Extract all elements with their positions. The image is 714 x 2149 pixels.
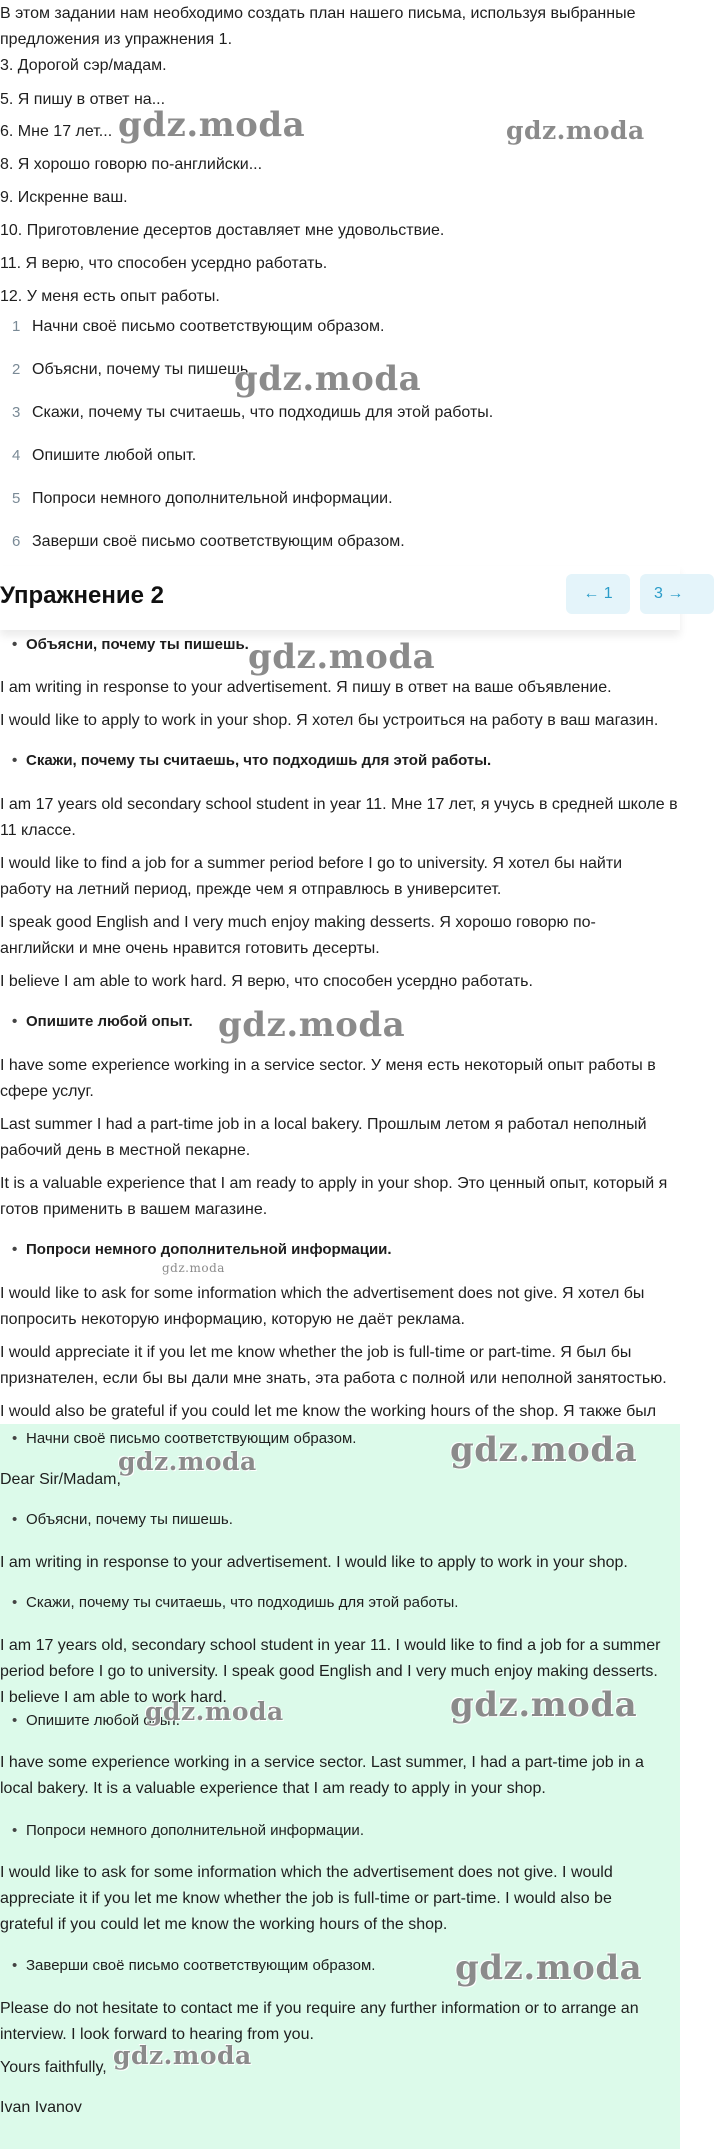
watermark: gdz.moda [506,116,645,145]
letter-greeting: Dear Sir/Madam, [0,1471,121,1488]
watermark: gdz.moda [455,1948,643,1988]
plan-number: 4 [12,447,21,464]
paragraph: попросить некоторую информацию, которую не даёт реклама. [0,1311,465,1328]
paragraph: I am writing in response to your advertisement. I would like to apply to work in your shop. [0,1554,628,1571]
paragraph: I believe I am able to work hard. [0,1689,227,1706]
section-heading: • Попроси немного дополнительной информации. [12,1820,364,1843]
paragraph: interview. I look forward to hearing from you. [0,2026,314,2043]
plan-text: Попроси немного дополнительной информации. [32,490,393,507]
paragraph: I am 17 years old secondary school student in year 11. Мне 17 лет, я учусь в средней школе в [0,796,678,813]
paragraph: I have some experience working in a service sector. У меня есть некоторый опыт работы в [0,1057,656,1074]
paragraph: работу на летний период, прежде чем я отправлюсь в университет. [0,881,502,898]
sentence-item: 9. Искренне ваш. [0,189,128,206]
plan-number: 3 [12,404,21,421]
plan-item [12,444,196,468]
plan-number: 2 [12,361,21,378]
section-heading: • Начни своё письмо соответствующим образом. [12,1428,356,1451]
intro-line-1: В этом задании нам необходимо создать план нашего письма, используя выбранные [0,5,636,22]
sentence-item: 6. Мне 17 лет... [0,123,113,140]
watermark: gdz.moda [145,1697,284,1726]
plan-text: Заверши своё письмо соответствующим образом. [32,533,405,550]
letter-closing: Yours faithfully, [0,2059,107,2076]
exercise-title: Упражнение 2 [0,582,164,609]
section-heading: • Попроси немного дополнительной информации. [12,1239,392,1262]
paragraph: I would like to apply to work in your shop. Я хотел бы устроиться на работу в ваш магазин. [0,712,659,729]
sentence-item: 12. У меня есть опыт работы. [0,288,220,305]
watermark: gdz.moda [248,637,436,677]
section-heading: • Скажи, почему ты считаешь, что подходишь для этой работы. [12,1592,458,1615]
sentence-item: 3. Дорогой сэр/мадам. [0,57,167,74]
paragraph: I speak good English and I very much enjoy making desserts. Я хорошо говорю по- [0,914,596,931]
plan-item [12,487,393,511]
section-heading: • Опишите любой опыт. [12,1710,180,1733]
plan-text: Скажи, почему ты считаешь, что подходишь для этой работы. [32,404,494,421]
paragraph: I would also be grateful if you could let me know the working hours of the shop. Я также был [0,1403,657,1420]
watermark: gdz.moda [118,1447,257,1476]
letter-signature: Ivan Ivanov [0,2099,82,2116]
paragraph: period before I go to university. I speak good English and I very much enjoy making desserts. [0,1663,658,1680]
prev-exercise-button[interactable]: ← 1 [566,574,630,614]
paragraph: I believe I am able to work hard. Я верю, что способен усердно работать. [0,973,533,990]
plan-number: 1 [12,318,21,335]
paragraph: I would like to ask for some information which the advertisement does not give. I would [0,1864,613,1881]
paragraph: It is a valuable experience that I am ready to apply in your shop. Это ценный опыт, который я [0,1175,668,1192]
paragraph: Last summer I had a part-time job in a local bakery. Прошлым летом я работал неполный [0,1116,647,1133]
paragraph: рабочий день в местной пекарне. [0,1142,251,1159]
plan-text: Объясни, почему ты пишешь. [32,361,253,378]
paragraph: признателен, если бы вы дали мне знать, эта работа с полной или неполной занятостью. [0,1370,667,1387]
plan-number: 5 [12,490,21,507]
paragraph: I am writing in response to your advertisement. Я пишу в ответ на ваше объявление. [0,679,612,696]
sentence-item: 8. Я хорошо говорю по-английски... [0,156,263,173]
section-heading: • Объясни, почему ты пишешь. [12,634,249,657]
paragraph: английски и мне очень нравится готовить десерты. [0,940,380,957]
paragraph: I would appreciate it if you let me know whether the job is full-time or part-time. Я был бы [0,1344,632,1361]
next-exercise-button[interactable]: 3 → [640,574,714,614]
watermark: gdz.moda [162,1261,225,1275]
paragraph: I would like to ask for some information which the advertisement does not give. Я хотел бы [0,1285,645,1302]
paragraph: 11 классе. [0,822,76,839]
paragraph: сфере услуг. [0,1083,94,1100]
plan-text: Опишите любой опыт. [32,447,197,464]
plan-number: 6 [12,533,21,550]
plan-item [12,530,405,554]
watermark: gdz.moda [118,105,306,145]
watermark: gdz.moda [113,2041,252,2070]
paragraph: Please do not hesitate to contact me if you require any further information or to arrange an [0,2000,639,2017]
section-heading: • Заверши своё письмо соответствующим образом. [12,1955,375,1978]
watermark: gdz.moda [218,1005,406,1045]
section-heading: • Опишите любой опыт. [12,1011,193,1034]
intro-line-2: предложения из упражнения 1. [0,31,233,48]
paragraph: I have some experience working in a service sector. Last summer, I had a part-time job in a [0,1754,644,1771]
paragraph: I am 17 years old, secondary school student in year 11. I would like to find a job for a summer [0,1637,661,1654]
paragraph: I would like to find a job for a summer period before I go to university. Я хотел бы найти [0,855,623,872]
exercise-header [0,566,684,630]
section-heading: • Объясни, почему ты пишешь. [12,1509,233,1532]
sentence-item: 11. Я верю, что способен усердно работать. [0,255,328,272]
paragraph: grateful if you could let me know the working hours of the shop. [0,1916,448,1933]
plan-item [12,315,385,339]
sentence-item: 10. Приготовление десертов доставляет мне удовольствие. [0,222,445,239]
paragraph: local bakery. It is a valuable experience that I am ready to apply in your shop. [0,1780,546,1797]
plan-item [12,358,253,382]
watermark: gdz.moda [234,359,422,399]
paragraph: appreciate it if you let me know whether the job is full-time or part-time. I would also be [0,1890,612,1907]
letter-answer [0,1424,680,2149]
plan-text: Начни своё письмо соответствующим образом. [32,318,385,335]
paragraph: готов применить в вашем магазине. [0,1201,268,1218]
watermark: gdz.moda [450,1430,638,1470]
section-heading: • Скажи, почему ты считаешь, что подходишь для этой работы. [12,750,491,773]
plan-item [12,401,493,425]
sentence-item: 5. Я пишу в ответ на... [0,91,166,108]
watermark: gdz.moda [450,1685,638,1725]
